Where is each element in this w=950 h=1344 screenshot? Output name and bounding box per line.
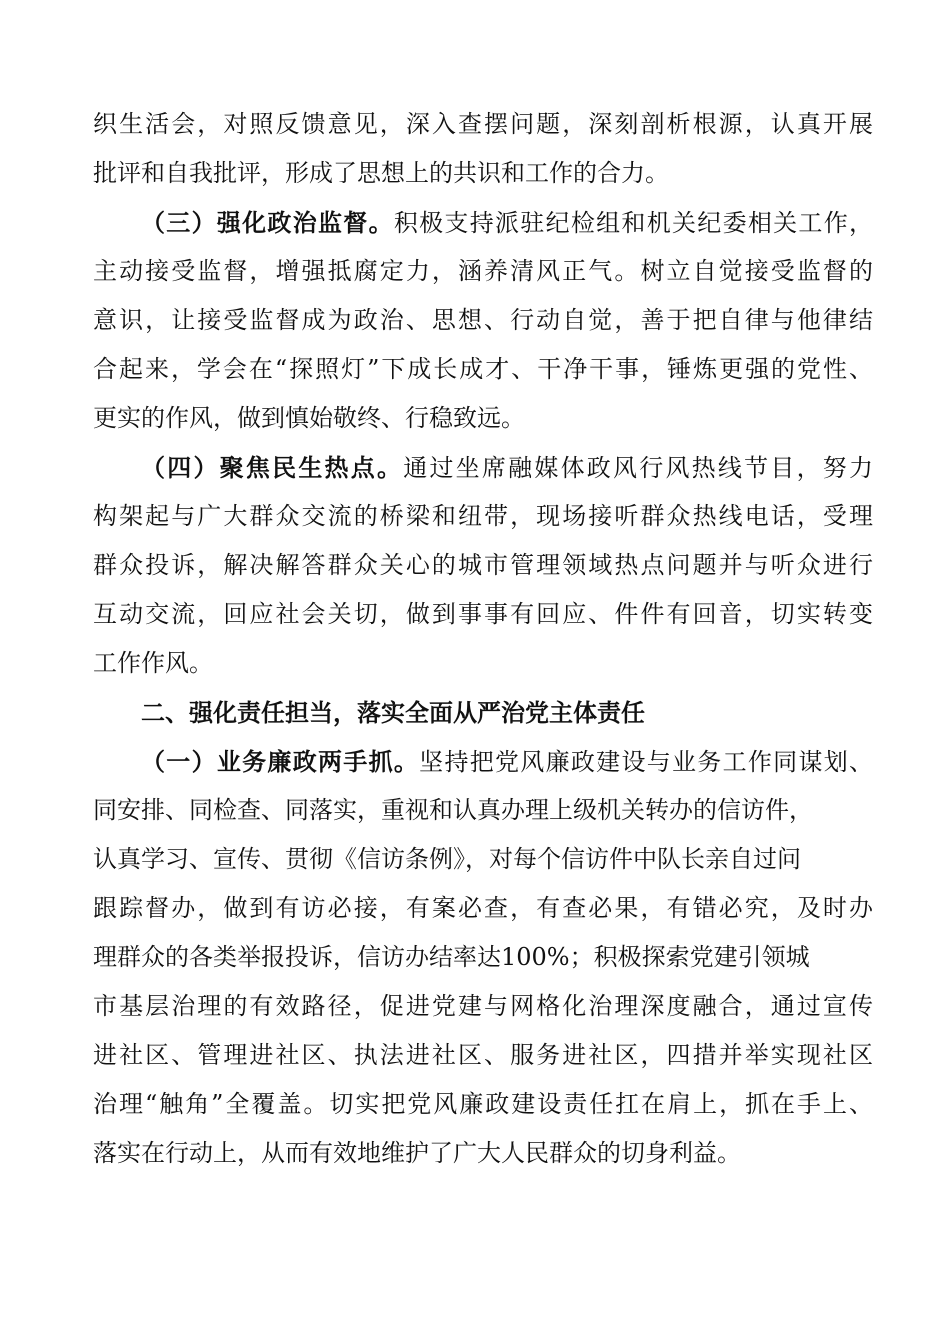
paragraph-business-integrity bbox=[93, 737, 873, 1178]
body-line: 同安排、同检查、同落实，重视和认真办理上级机关转办的信访件， bbox=[93, 796, 813, 824]
body-line: 主动接受监督，增强抵腐定力，涵养清风正气。树立自觉接受监督的 bbox=[93, 257, 873, 285]
body-line: 更实的作风，做到慎始敬终、行稳致远。 bbox=[93, 404, 525, 432]
paragraph-text: 通过坐席融媒体政风行风热线节目，努力 bbox=[403, 454, 873, 482]
body-line: 群众投诉，解决解答群众关心的城市管理领域热点问题并与听众进行 bbox=[93, 551, 873, 579]
body-line: 织生活会，对照反馈意见，深入查摆问题，深刻剖析根源，认真开展 bbox=[93, 110, 873, 138]
paragraph-first-line bbox=[93, 443, 873, 492]
paragraph-text: 坚持把党风廉政建设与业务工作同谋划、 bbox=[419, 748, 873, 776]
body-line: 工作作风。 bbox=[93, 649, 213, 677]
paragraph-heading: （一）业务廉政两手抓。 bbox=[141, 747, 420, 776]
paragraph-first-line bbox=[93, 198, 873, 247]
paragraph-first-line bbox=[93, 737, 873, 786]
body-line: 意识，让接受监督成为政治、思想、行动自觉，善于把自律与他律结 bbox=[93, 306, 873, 334]
document-body bbox=[93, 100, 873, 1178]
body-line: 理群众的各类举报投诉，信访办结率达100%；积极探索党建引领城 bbox=[93, 943, 810, 971]
body-line: 市基层治理的有效路径，促进党建与网格化治理深度融合，通过宣传 bbox=[93, 992, 873, 1020]
paragraph-livelihood-hotspots bbox=[93, 443, 873, 688]
paragraph-political-supervision bbox=[93, 198, 873, 443]
paragraph-heading: （四）聚焦民生热点。 bbox=[141, 453, 404, 482]
body-line: 跟踪督办，做到有访必接，有案必查，有查必果，有错必究，及时办 bbox=[93, 894, 873, 922]
body-line: 合起来，学会在“探照灯”下成长成才、干净干事，锤炼更强的党性、 bbox=[93, 355, 873, 383]
section-title: 二、强化责任担当，落实全面从严治党主体责任 bbox=[141, 698, 645, 727]
paragraph-heading: （三）强化政治监督。 bbox=[141, 208, 394, 237]
body-line: 治理“触角”全覆盖。切实把党风廉政建设责任扛在肩上，抓在手上、 bbox=[93, 1090, 873, 1118]
body-line: 构架起与广大群众交流的桥梁和纽带，现场接听群众热线电话，受理 bbox=[93, 502, 873, 530]
paragraph-text: 积极支持派驻纪检组和机关纪委相关工作， bbox=[393, 209, 873, 237]
body-line: 落实在行动上，从而有效地维护了广大人民群众的切身利益。 bbox=[93, 1139, 741, 1167]
body-line: 互动交流，回应社会关切，做到事事有回应、件件有回音，切实转变 bbox=[93, 600, 873, 628]
body-line: 批评和自我批评，形成了思想上的共识和工作的合力。 bbox=[93, 159, 669, 187]
body-line: 进社区、管理进社区、执法进社区、服务进社区，四措并举实现社区 bbox=[93, 1041, 873, 1069]
body-line: 认真学习、宣传、贯彻《信访条例》，对每个信访件中队长亲自过问 bbox=[93, 845, 801, 873]
paragraph-intro bbox=[93, 100, 873, 198]
